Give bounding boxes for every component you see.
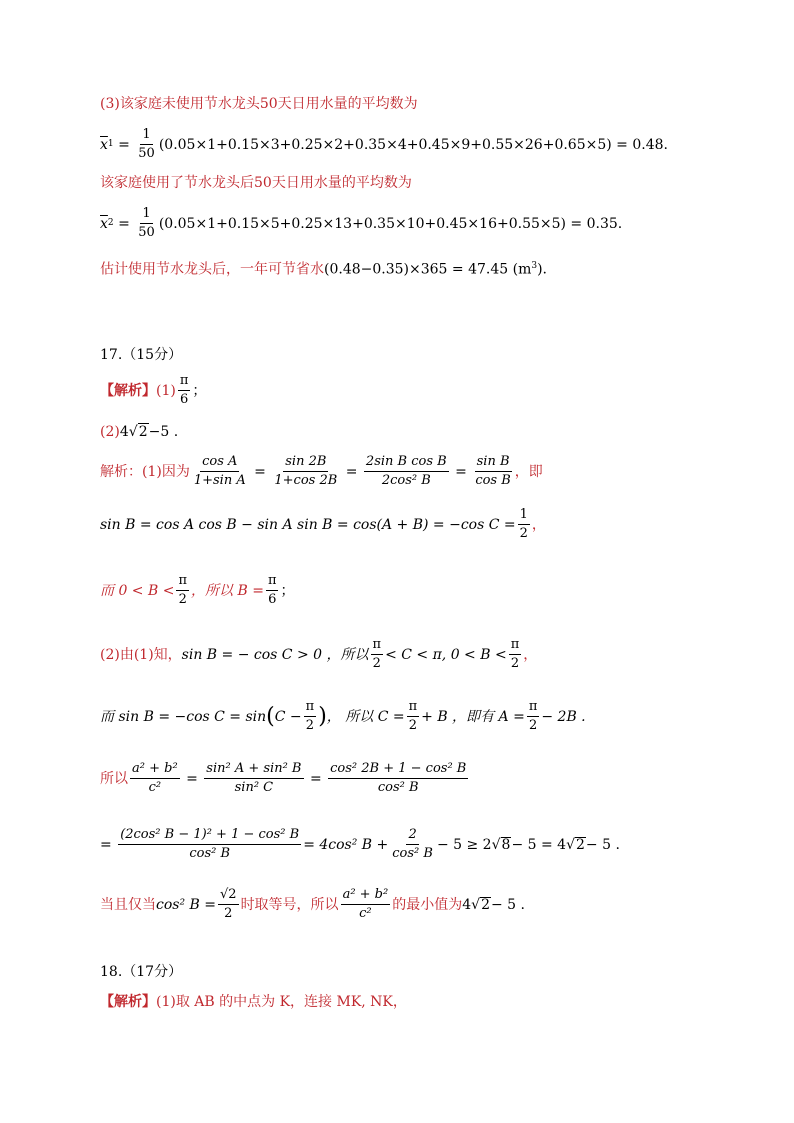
p2-prefix: (2)由(1)知， bbox=[100, 646, 182, 663]
t-rad2: 2 bbox=[576, 837, 585, 854]
f2-den: 1+cos 2B bbox=[274, 473, 338, 489]
s-den2: sin² C bbox=[234, 780, 274, 796]
l2-frac1 bbox=[304, 700, 317, 734]
er-semi: ； bbox=[280, 582, 295, 599]
er-pi2: π bbox=[266, 574, 279, 591]
ans2-a: 4 bbox=[119, 424, 129, 440]
eq-b: − 5 . bbox=[490, 896, 525, 913]
p2-frac1 bbox=[371, 638, 384, 672]
half-num: 1 bbox=[518, 508, 530, 525]
eq-expr: cos² B = bbox=[156, 896, 216, 913]
l2-pi: π bbox=[304, 700, 317, 717]
t-mid: = 4cos² B + bbox=[303, 836, 389, 853]
p3-line3-text: 估计使用节水龙头后，一年可节省水 bbox=[100, 261, 324, 278]
p2-frac2 bbox=[509, 638, 522, 672]
x1-fraction bbox=[136, 128, 157, 162]
p2-two2: 2 bbox=[510, 656, 520, 672]
so-frac3 bbox=[328, 762, 468, 796]
so-frac2 bbox=[204, 762, 303, 796]
l2-two3: 2 bbox=[528, 718, 538, 734]
t-num2: 2 bbox=[406, 828, 418, 845]
er-frac2 bbox=[266, 574, 279, 608]
s-den1: c² bbox=[148, 780, 162, 796]
ans1-end: ； bbox=[192, 382, 207, 399]
f4-den: cos B bbox=[475, 473, 511, 489]
p3-line3-sup: 3 bbox=[531, 261, 538, 271]
f2-num: sin 2B bbox=[283, 455, 328, 472]
q17-answer2: (2)4√2−5 . bbox=[100, 424, 179, 440]
q17-eq-line: 当且仅当 cos² B = $\frac{√2}{2}$ 时取等号，所以 $\frac{\text{a² + b²}}{\text{c²}}$ 的最小值为 4 √ 2 − 5 . bbox=[100, 887, 525, 922]
t-frac2 bbox=[390, 828, 435, 862]
l2-mid: C − bbox=[274, 708, 302, 725]
l2-pi2: π bbox=[407, 700, 420, 717]
t-frac1 bbox=[118, 828, 301, 862]
eq-frac1 bbox=[218, 888, 239, 922]
p3-line2: 该家庭使用了节水龙头后50天日用水量的平均数为 bbox=[100, 175, 412, 191]
ans1-num: π bbox=[178, 374, 191, 391]
p2-two: 2 bbox=[372, 656, 381, 672]
p3-x1-equation: $\overline{x}$ 1 = $\frac{1}{50}$ (0.05×1+0.15×3+0.25×2+0.35×4+0.45×9+0.55×26+0.65×5) = 0.48. bbox=[100, 127, 668, 162]
q17-ans1-frac bbox=[178, 374, 191, 408]
eq-den2: c² bbox=[359, 906, 372, 922]
q18-line bbox=[100, 995, 407, 1009]
l2-pi3: π bbox=[527, 700, 540, 717]
x2-fraction bbox=[136, 207, 157, 241]
eq-mid: 时取等号，所以 bbox=[240, 896, 339, 913]
sinB-comma: ， bbox=[531, 516, 546, 533]
l2-two2: 2 bbox=[408, 718, 417, 734]
er-pi: π bbox=[176, 574, 189, 591]
eq-prefix: 当且仅当 bbox=[100, 896, 156, 913]
sol1-end: ，即 bbox=[514, 463, 543, 480]
er-prefix: 而 0 < B < bbox=[100, 582, 175, 599]
q17-answer1 bbox=[100, 374, 206, 408]
x1-expr: (0.05×1+0.15×3+0.25×2+0.35×4+0.45×9+0.55×26+0.65×5) = 0.48. bbox=[158, 136, 668, 153]
x2-frac-num: 1 bbox=[140, 207, 152, 224]
f1-num: cos A bbox=[200, 455, 239, 472]
p2-mid2: < C < π, 0 < B < bbox=[385, 646, 507, 663]
t-end2: − 5 = 4 bbox=[511, 836, 567, 853]
x1-frac-num: 1 bbox=[140, 128, 152, 145]
eq-frac2 bbox=[341, 888, 391, 922]
q17-header: 17.（15分） bbox=[100, 347, 183, 363]
eq-num2: a² + b² bbox=[341, 888, 391, 905]
sol1-prefix: 解析：(1)因为 bbox=[100, 463, 190, 480]
q17-l2-line: 而 sin B = −cos C = sin ( C − $\frac{\pi}{2}$ ) ， 所以 C = $\frac{\pi}{2}$ + B ，即有 A = $\frac{\pi}{2}$ − 2B . bbox=[100, 699, 586, 734]
l2-suffix2: + B ，即有 A = bbox=[421, 708, 525, 725]
f3-den: 2cos² B bbox=[381, 473, 431, 489]
q18-text: (1)取 AB 的中点为 K，连接 MK, NK， bbox=[156, 994, 407, 1010]
p3-x2-equation: $\overline{x}$ 2 = $\frac{1}{50}$ (0.05×1+0.15×5+0.25×13+0.35×10+0.45×16+0.55×5) = 0.35. bbox=[100, 206, 623, 241]
er-two: 2 bbox=[178, 592, 187, 608]
q17-sol1: 解析：(1)因为 $\frac{\text{cos A}}{\text{1+sin A}}$ = $\frac{\sin 2B}{1+\cos 2B}$ = $\frac{\text{2sin B cos B}}{\text{2cos² B}}$ = $\frac{\text{sin B}}{\text{cos B}}$ ，即 bbox=[100, 454, 543, 489]
p3-line3 bbox=[100, 262, 547, 277]
ans1-den: 6 bbox=[179, 392, 189, 408]
q18-header: 18.（17分） bbox=[100, 964, 183, 980]
sol1-frac3 bbox=[364, 455, 449, 489]
so-prefix: 所以 bbox=[100, 770, 128, 787]
q17-ans1-prefix: (1) bbox=[156, 382, 176, 399]
t-num: (2cos² B − 1)² + 1 − cos² B bbox=[118, 828, 301, 845]
l2-frac3 bbox=[527, 700, 540, 734]
l2-prefix: 而 sin B = −cos C = sin bbox=[100, 708, 267, 725]
s-num1: a² + b² bbox=[130, 762, 180, 779]
eq-a: 4 bbox=[462, 896, 472, 913]
ans2-prefix: (2) bbox=[100, 424, 120, 440]
p2-mid: sin B = − cos C > 0 ，所以 bbox=[181, 646, 369, 663]
p3-line3-expr: (0.48−0.35)×365 = 47.45 (m bbox=[324, 261, 532, 278]
q17-tag: 【解析】 bbox=[100, 382, 156, 399]
sol1-frac1 bbox=[192, 455, 248, 489]
x2-symbol: $\overline{x}$ bbox=[100, 215, 108, 232]
l2-suffix: ， 所以 C = bbox=[326, 708, 405, 725]
p2-comma: ， bbox=[523, 646, 538, 663]
so-frac1 bbox=[130, 762, 180, 796]
q17-sinB-line bbox=[100, 508, 546, 542]
p2-pi: π bbox=[371, 638, 384, 655]
x2-sub: 2 bbox=[107, 218, 114, 229]
p3-line1: (3)该家庭未使用节水龙头50天日用水量的平均数为 bbox=[100, 96, 418, 112]
eq-den: 2 bbox=[224, 906, 233, 922]
ans2-b: −5 . bbox=[148, 424, 179, 440]
er-six: 6 bbox=[268, 592, 277, 608]
eq-mid2: 的最小值为 bbox=[392, 896, 463, 913]
f3-num: 2sin B cos B bbox=[364, 455, 449, 472]
q17-er-line bbox=[100, 574, 294, 608]
sol1-frac2 bbox=[272, 455, 339, 489]
sol1-frac4 bbox=[473, 455, 512, 489]
x2-frac-den: 50 bbox=[138, 225, 155, 241]
p3-line3-end: ). bbox=[537, 261, 548, 278]
er-frac1 bbox=[176, 574, 189, 608]
t-rad1: 8 bbox=[501, 837, 511, 854]
t-den2: cos² B bbox=[392, 846, 433, 862]
q17-t-line: = $\frac{\text{(2cos² B − 1)² + 1 − cos² B}}{\text{cos² B}}$ = 4cos² B + $\frac{2}{\text{cos² B}}$ − 5 ≥ 2 √ 8 − 5 = 4 √ 2 − 5 . bbox=[100, 827, 620, 862]
x1-frac-den: 50 bbox=[138, 146, 155, 162]
q17-part2-line bbox=[100, 638, 537, 672]
p2-pi2: π bbox=[509, 638, 522, 655]
q17-so-line: 所以 $\frac{\text{a² + b²}}{\text{c²}}$ = $\frac{\text{sin² A + sin² B}}{\text{sin² C}}$ = $\frac{\text{cos² 2B + 1 − cos² B}}{\text{cos² B}}$ bbox=[100, 761, 467, 796]
x1-sub: 1 bbox=[107, 139, 114, 150]
l2-frac2 bbox=[407, 700, 420, 734]
l2-two: 2 bbox=[305, 718, 315, 734]
s-num2: sin² A + sin² B bbox=[204, 762, 303, 779]
s-num3: cos² 2B + 1 − cos² B bbox=[328, 762, 468, 779]
half-frac bbox=[518, 508, 530, 542]
t-den: cos² B bbox=[189, 846, 231, 862]
sinB-expr: sin B = cos A cos B − sin A sin B = cos(A + B) = −cos C = bbox=[100, 516, 516, 533]
er-mid: ，所以 B = bbox=[191, 582, 264, 599]
s-den3: cos² B bbox=[377, 780, 419, 796]
q18-tag: 【解析】 bbox=[100, 994, 156, 1010]
x2-expr: (0.05×1+0.15×5+0.25×13+0.35×10+0.45×16+0.55×5) = 0.35. bbox=[158, 215, 623, 232]
l2-end: − 2B . bbox=[541, 708, 586, 725]
f4-num: sin B bbox=[475, 455, 512, 472]
ans2-rad: 2 bbox=[138, 424, 148, 440]
half-den: 2 bbox=[519, 526, 528, 542]
eq-num: √2 bbox=[218, 888, 239, 905]
f1-den: 1+sin A bbox=[193, 473, 246, 489]
x1-symbol: $\overline{x}$ bbox=[100, 136, 108, 153]
t-end1: − 5 ≥ 2 bbox=[436, 836, 492, 853]
eq-rad: 2 bbox=[481, 897, 490, 914]
t-end3: − 5 . bbox=[585, 836, 620, 853]
